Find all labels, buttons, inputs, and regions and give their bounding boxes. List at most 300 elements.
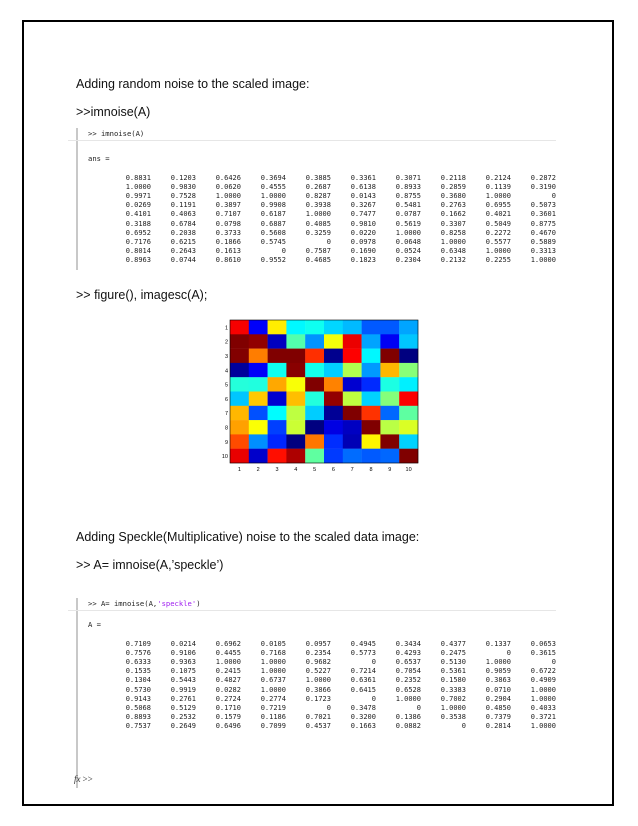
heatmap-cell	[249, 363, 268, 378]
matrix-cell: 1.0000	[260, 191, 286, 200]
matrix-cell: 1.0000	[530, 256, 556, 265]
matrix-cell: 1.0000	[215, 191, 241, 200]
heatmap-cell	[362, 363, 381, 378]
matrix-cell: 0.1203	[170, 173, 196, 182]
matrix-cell: 0.9908	[260, 201, 286, 210]
matrix-cell: 0.2724	[215, 694, 241, 703]
matrix-cell: 0.5577	[485, 237, 511, 246]
heatmap-cell	[286, 406, 305, 421]
heatmap-cell	[286, 363, 305, 378]
matrix-cell: 1.0000	[530, 685, 556, 694]
matrix-cell: 0.4555	[260, 182, 286, 191]
matrix-cell: 0.7109	[125, 639, 151, 648]
matrix-cell: 0.6737	[260, 676, 286, 685]
matrix-cell: 0.1191	[170, 201, 196, 210]
x-tick-label: 1	[237, 467, 241, 473]
matrix-cell: 1.0000	[305, 676, 331, 685]
matrix-cell: 1.0000	[260, 685, 286, 694]
matrix-cell: 0.1690	[350, 247, 376, 256]
matrix-cell: 0.9059	[485, 667, 511, 676]
heatmap-cell	[343, 363, 362, 378]
matrix-cell: 0.8258	[440, 228, 466, 237]
matrix-cell: 0.3383	[440, 685, 466, 694]
heatmap-cell	[362, 377, 381, 392]
heatmap-cell	[399, 406, 418, 421]
heatmap-cell	[324, 449, 343, 464]
x-tick-label: 10	[405, 467, 412, 473]
matrix-cell: 0.0620	[215, 182, 241, 191]
matrix-cell: 0.4945	[350, 639, 376, 648]
heatmap-cell	[380, 377, 399, 392]
matrix-cell: 0.7219	[260, 703, 286, 712]
y-tick-label: 10	[221, 454, 228, 461]
matrix-cell: 0.2763	[440, 201, 466, 210]
heatmap-cell	[268, 406, 287, 421]
matrix-row	[106, 648, 556, 657]
matrix-cell: 0.2415	[215, 667, 241, 676]
matrix-row	[106, 256, 556, 265]
speckle-heading: Adding Speckle(Multiplicative) noise to the scaled data image:	[76, 530, 420, 544]
matrix-cell: 0.3733	[215, 228, 241, 237]
matrix-cell: 0.4685	[305, 256, 331, 265]
matrix-cell: 0.0787	[395, 210, 421, 219]
matrix-row	[106, 676, 556, 685]
matrix-cell: 0.6962	[215, 639, 241, 648]
matrix-cell: 0.7176	[125, 237, 151, 246]
matrix-cell: 0.8831	[125, 173, 151, 182]
matrix-cell: 0.0524	[395, 247, 421, 256]
matrix-cell: 0.6215	[170, 237, 196, 246]
console-divider	[68, 610, 556, 611]
matrix-row	[106, 685, 556, 694]
heatmap-cell	[268, 392, 287, 407]
matrix-cell: 0.6537	[395, 657, 421, 666]
matrix-cell: 1.0000	[305, 210, 331, 219]
heatmap-cell	[249, 392, 268, 407]
matrix-cell: 0	[506, 648, 511, 657]
x-tick-label: 6	[331, 467, 335, 473]
matrix-row	[106, 694, 556, 703]
heatmap-cell	[399, 449, 418, 464]
matrix-cell: 0.6887	[260, 219, 286, 228]
heatmap-cell	[380, 349, 399, 364]
matrix-cell: 0.6426	[215, 173, 241, 182]
matrix-row	[106, 667, 556, 676]
matrix-cell: 0.1337	[485, 639, 511, 648]
matrix-cell: 0.7379	[485, 713, 511, 722]
matrix-cell: 1.0000	[260, 657, 286, 666]
heatmap-cell	[249, 434, 268, 449]
heatmap-cell	[286, 320, 305, 335]
matrix-cell: 0.4021	[485, 210, 511, 219]
heatmap-cell	[286, 420, 305, 435]
matrix-row	[106, 639, 556, 648]
matrix-cell: 0.5481	[395, 201, 421, 210]
matrix-cell: 0.0710	[485, 685, 511, 694]
matrix-cell: 0.5049	[485, 219, 511, 228]
matrix-cell: 0.1662	[440, 210, 466, 219]
matrix-cell: 0.7099	[260, 722, 286, 731]
heatmap-cell	[286, 334, 305, 349]
heatmap-cell	[305, 420, 324, 435]
x-tick-label: 8	[369, 467, 373, 473]
matrix-cell: 0.9830	[170, 182, 196, 191]
matrix-cell: 0.2475	[440, 648, 466, 657]
heatmap-cell	[324, 392, 343, 407]
heatmap-cell	[380, 420, 399, 435]
y-tick-label: 7	[224, 411, 228, 418]
heatmap-cell	[249, 406, 268, 421]
heatmap-cell	[380, 449, 399, 464]
matrix-cell: 0.4101	[125, 210, 151, 219]
noise-heading: Adding random noise to the scaled image:	[76, 77, 310, 91]
heatmap-cell	[324, 320, 343, 335]
heatmap-cell	[324, 349, 343, 364]
x-tick-label: 3	[275, 467, 279, 473]
heatmap-cell	[305, 363, 324, 378]
matrix-cell: 0.4293	[395, 648, 421, 657]
y-tick-label: 6	[224, 396, 228, 403]
matrix-cell: 0.8610	[215, 256, 241, 265]
heatmap-cell	[343, 377, 362, 392]
y-tick-label: 5	[224, 382, 228, 389]
heatmap-cell	[230, 420, 249, 435]
matrix-cell: 0.0798	[215, 219, 241, 228]
heatmap-cell	[230, 434, 249, 449]
matrix-cell: 0.4033	[530, 703, 556, 712]
matrix-cell: 0.2352	[395, 676, 421, 685]
speckle-command-text: >> A= imnoise(A,’speckle’)	[76, 558, 224, 572]
heatmap-cell	[380, 334, 399, 349]
heatmap-cell	[268, 320, 287, 335]
heatmap-cell	[324, 363, 343, 378]
matrix-cell: 0.5889	[530, 237, 556, 246]
matrix-cell: 0.8775	[530, 219, 556, 228]
heatmap-cell	[362, 406, 381, 421]
matrix-cell: 1.0000	[395, 228, 421, 237]
matrix-cell: 0.1186	[260, 713, 286, 722]
heatmap-cell	[305, 434, 324, 449]
heatmap-cell	[249, 320, 268, 335]
matrix-cell: 1.0000	[485, 247, 511, 256]
matrix-cell: 0.0269	[125, 201, 151, 210]
console-output-label: ans =	[88, 154, 110, 163]
heatmap-cell	[230, 334, 249, 349]
matrix-cell: 0.5068	[125, 703, 151, 712]
heatmap-cell	[249, 349, 268, 364]
matrix-cell: 0.5227	[305, 667, 331, 676]
matrix-cell: 0.7576	[125, 648, 151, 657]
heatmap-cell	[362, 420, 381, 435]
x-tick-label: 9	[388, 467, 392, 473]
heatmap-cell	[399, 349, 418, 364]
matrix-cell: 0.8287	[305, 191, 331, 200]
matrix-cell: 0.7054	[395, 667, 421, 676]
matrix-cell: 0.3863	[485, 676, 511, 685]
matrix-cell: 0.9363	[170, 657, 196, 666]
matrix-cell: 0.2774	[260, 694, 286, 703]
heatmap-cell	[268, 449, 287, 464]
heatmap-cell	[305, 320, 324, 335]
matrix-cell: 1.0000	[530, 722, 556, 731]
matrix-cell: 0.4827	[215, 676, 241, 685]
matrix-cell: 0.3601	[530, 210, 556, 219]
matrix-cell: 0.2687	[305, 182, 331, 191]
heatmap-cell	[362, 449, 381, 464]
matrix-cell: 0.4850	[485, 703, 511, 712]
y-tick-label: 4	[224, 368, 228, 375]
matrix-cell: 0.3307	[440, 219, 466, 228]
matrix-cell: 0.7528	[170, 191, 196, 200]
heatmap-cell	[230, 349, 249, 364]
matrix-cell: 0.2354	[305, 648, 331, 657]
matrix-cell: 0.3478	[350, 703, 376, 712]
matrix-cell: 0.1579	[215, 713, 241, 722]
matrix-row	[106, 722, 556, 731]
heatmap-cell	[230, 449, 249, 464]
matrix-cell: 0.5619	[395, 219, 421, 228]
matrix-cell: 0.3200	[350, 713, 376, 722]
matrix-cell: 0.6333	[125, 657, 151, 666]
heatmap-cell	[249, 420, 268, 435]
heatmap-cell	[268, 349, 287, 364]
y-tick-label: 9	[224, 439, 228, 446]
console-output-label: A =	[88, 620, 101, 629]
x-tick-label: 7	[350, 467, 354, 473]
matrix-cell: 0.1535	[125, 667, 151, 676]
heatmap-cell	[305, 334, 324, 349]
heatmap-cell	[305, 392, 324, 407]
heatmap-cell	[286, 449, 305, 464]
matrix-cell: 0	[461, 722, 466, 731]
heatmap-cell	[324, 334, 343, 349]
matrix-cell: 0.6187	[260, 210, 286, 219]
heatmap-cell	[286, 349, 305, 364]
y-tick-label: 1	[224, 325, 228, 332]
y-tick-label: 3	[224, 353, 228, 360]
heatmap-cell	[324, 420, 343, 435]
matrix-cell: 0.2643	[170, 247, 196, 256]
matrix-cell: 0.3361	[350, 173, 376, 182]
matrix-cell: 0.2132	[440, 256, 466, 265]
command-prompt[interactable]	[74, 774, 93, 784]
heatmap-cell	[343, 320, 362, 335]
matrix-cell: 0.9971	[125, 191, 151, 200]
matrix-cell: 0.6722	[530, 667, 556, 676]
x-tick-label: 5	[313, 467, 317, 473]
matrix-cell: 0.5745	[260, 237, 286, 246]
heatmap-cell	[305, 406, 324, 421]
matrix-cell: 0.2255	[485, 256, 511, 265]
matrix-cell: 0.6952	[125, 228, 151, 237]
x-tick-label: 2	[256, 467, 260, 473]
matrix-cell: 0.0882	[395, 722, 421, 731]
matrix-cell: 1.0000	[215, 657, 241, 666]
matrix-cell: 0.9106	[170, 648, 196, 657]
matrix-row	[106, 210, 556, 219]
matrix-cell: 0.5443	[170, 676, 196, 685]
matrix-cell: 0.8933	[395, 182, 421, 191]
heatmap-cell	[324, 406, 343, 421]
matrix-cell: 0.7587	[305, 247, 331, 256]
matrix-row	[106, 219, 556, 228]
matrix-cell: 0.4085	[305, 219, 331, 228]
matrix-cell: 0.3885	[305, 173, 331, 182]
matrix-cell: 0.9810	[350, 219, 376, 228]
heatmap-cell	[343, 434, 362, 449]
console-output-imnoise	[76, 128, 556, 270]
matrix-cell: 0.1386	[395, 713, 421, 722]
heatmap-cell	[249, 377, 268, 392]
matrix-cell: 0.3721	[530, 713, 556, 722]
heatmap-cell	[268, 363, 287, 378]
matrix-cell: 0.4455	[215, 648, 241, 657]
matrix-cell: 0.2038	[170, 228, 196, 237]
heatmap-cell	[324, 434, 343, 449]
matrix-row	[106, 247, 556, 256]
matrix-cell: 0.9682	[305, 657, 331, 666]
matrix-cell: 0.3259	[305, 228, 331, 237]
heatmap-cell	[268, 377, 287, 392]
matrix-cell: 0.7537	[125, 722, 151, 731]
matrix-cell: 0.2872	[530, 173, 556, 182]
matrix-cell: 0.1580	[440, 676, 466, 685]
heatmap-cell	[343, 392, 362, 407]
matrix-cell: 0.6415	[350, 685, 376, 694]
matrix-cell: 0	[326, 237, 331, 246]
heatmap-cell	[380, 320, 399, 335]
heatmap-cell	[399, 434, 418, 449]
heatmap-cell	[399, 334, 418, 349]
string-literal: 'speckle'	[157, 599, 197, 608]
console-command: >> A= imnoise(A,'speckle')	[88, 599, 201, 608]
matrix-cell: 0.5730	[125, 685, 151, 694]
matrix-row	[106, 703, 556, 712]
heatmap-cell	[362, 334, 381, 349]
matrix-cell: 0.3267	[350, 201, 376, 210]
matrix-cell: 0.5773	[350, 648, 376, 657]
matrix-cell: 0.1304	[125, 676, 151, 685]
matrix-cell: 0.7214	[350, 667, 376, 676]
matrix-cell: 0	[371, 694, 376, 703]
heatmap-cell	[399, 320, 418, 335]
matrix-cell: 0.2649	[170, 722, 196, 731]
matrix-cell: 1.0000	[440, 237, 466, 246]
figure-command-text: >> figure(), imagesc(A);	[76, 288, 208, 302]
matrix-cell: 0.2761	[170, 694, 196, 703]
heatmap-cell	[268, 420, 287, 435]
matrix-cell: 0.5361	[440, 667, 466, 676]
heatmap-cell	[305, 377, 324, 392]
matrix-cell: 0.3866	[305, 685, 331, 694]
matrix-cell: 0.4670	[530, 228, 556, 237]
matrix-cell: 0.9143	[125, 694, 151, 703]
matrix-cell: 0.7477	[350, 210, 376, 219]
y-tick-label: 2	[224, 339, 228, 346]
heatmap-cell	[230, 406, 249, 421]
heatmap-cell	[399, 363, 418, 378]
matrix-row	[106, 201, 556, 210]
heatmap-cell	[305, 449, 324, 464]
result-matrix	[106, 173, 556, 265]
heatmap-cell	[230, 320, 249, 335]
matrix-cell: 0.6361	[350, 676, 376, 685]
heatmap-cell	[399, 392, 418, 407]
matrix-cell: 0.7168	[260, 648, 286, 657]
matrix-row	[106, 713, 556, 722]
matrix-cell: 1.0000	[395, 694, 421, 703]
matrix-row	[106, 182, 556, 191]
imnoise-command-text: >>imnoise(A)	[76, 105, 151, 119]
matrix-cell: 0.3313	[530, 247, 556, 256]
matrix-cell: 0.0648	[395, 237, 421, 246]
matrix-cell: 0.3694	[260, 173, 286, 182]
matrix-cell: 0.7002	[440, 694, 466, 703]
matrix-cell: 0.0214	[170, 639, 196, 648]
matrix-cell: 0.5130	[440, 657, 466, 666]
matrix-cell: 1.0000	[125, 182, 151, 191]
heatmap-cell	[399, 420, 418, 435]
matrix-cell: 0.3538	[440, 713, 466, 722]
heatmap-cell	[343, 349, 362, 364]
matrix-cell: 0.2124	[485, 173, 511, 182]
matrix-cell: 0.1866	[215, 237, 241, 246]
heatmap-cell	[343, 449, 362, 464]
matrix-cell: 0.8893	[125, 713, 151, 722]
matrix-cell: 0.6528	[395, 685, 421, 694]
matrix-cell: 0.3188	[125, 219, 151, 228]
matrix-cell: 0.0957	[305, 639, 331, 648]
heatmap-cell	[380, 363, 399, 378]
heatmap-cell	[268, 334, 287, 349]
matrix-cell: 0.6496	[215, 722, 241, 731]
matrix-cell: 0	[281, 247, 286, 256]
heatmap-cell	[380, 406, 399, 421]
heatmap-cell	[286, 377, 305, 392]
matrix-cell: 0.2859	[440, 182, 466, 191]
matrix-cell: 0.8755	[395, 191, 421, 200]
matrix-cell: 0.4377	[440, 639, 466, 648]
matrix-cell: 0.8963	[125, 256, 151, 265]
result-matrix	[106, 639, 556, 731]
matrix-cell: 1.0000	[485, 657, 511, 666]
heatmap-cell	[305, 349, 324, 364]
matrix-cell: 0.3434	[395, 639, 421, 648]
heatmap-cell	[362, 434, 381, 449]
matrix-cell: 0.1723	[305, 694, 331, 703]
console-output-speckle	[76, 598, 556, 788]
heatmap-cell	[380, 392, 399, 407]
matrix-cell: 0.1613	[215, 247, 241, 256]
matrix-cell: 0	[371, 657, 376, 666]
matrix-cell: 0.2118	[440, 173, 466, 182]
matrix-cell: 0.9552	[260, 256, 286, 265]
matrix-cell: 0.3897	[215, 201, 241, 210]
matrix-cell: 0.6138	[350, 182, 376, 191]
matrix-cell: 0.0744	[170, 256, 196, 265]
heatmap-cell	[324, 377, 343, 392]
matrix-cell: 1.0000	[440, 703, 466, 712]
fx-icon: fx	[74, 774, 81, 784]
heatmap-cell	[249, 334, 268, 349]
matrix-cell: 0.2272	[485, 228, 511, 237]
heatmap-cell	[230, 392, 249, 407]
matrix-cell: 1.0000	[530, 694, 556, 703]
matrix-cell: 0.0653	[530, 639, 556, 648]
matrix-cell: 0.4063	[170, 210, 196, 219]
y-tick-label: 8	[224, 425, 228, 432]
matrix-cell: 0	[551, 657, 556, 666]
